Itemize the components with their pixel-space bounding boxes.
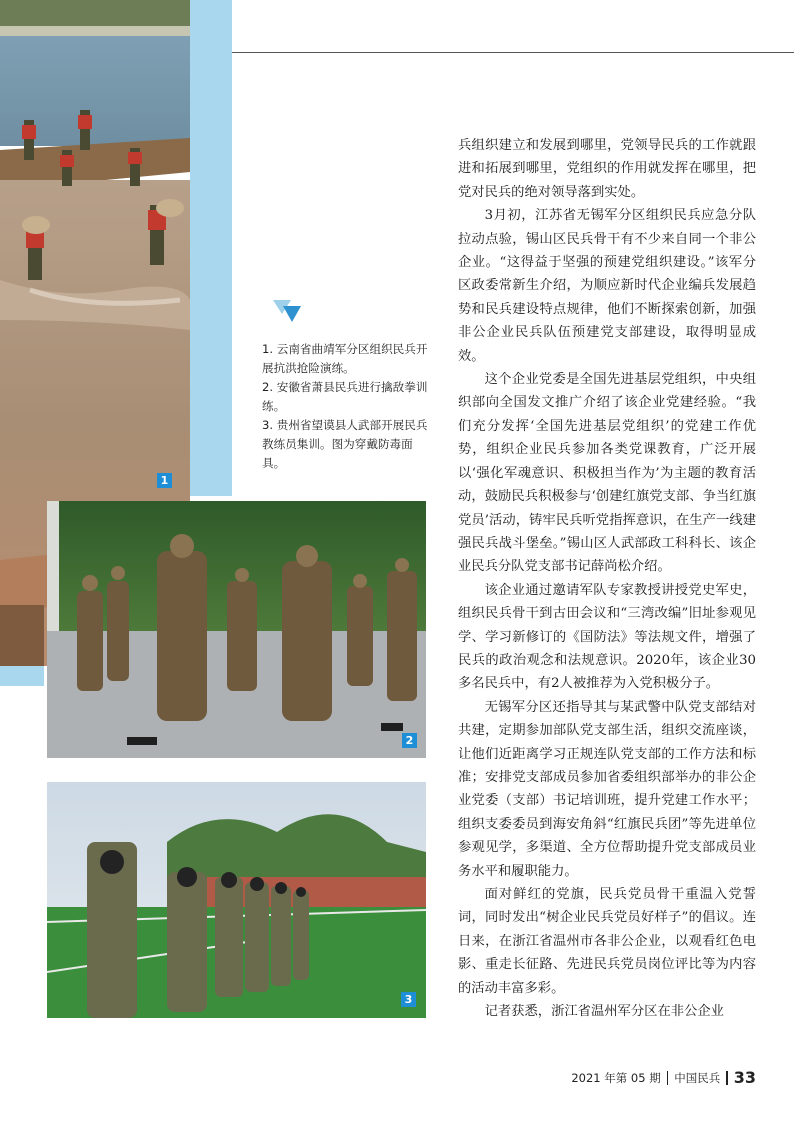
- paragraph: 3月初，江苏省无锡军分区组织民兵应急分队拉动点验，锡山区民兵骨干有不少来自同一个非公企业。“这得益于坚强的预建党组织建设。”该军分区政委常新生介绍，为顺应新时代企业编兵发展趋势和民兵建设特点规律，他们不断探索创新，加强非公企业民兵队伍预建党支部建设，取得明显成效。: [458, 208, 756, 364]
- triangle-decor-icon: [273, 300, 301, 322]
- paragraph: 这个企业党委是全国先进基层党组织，中央组织部向全国发文推广介绍了该企业党建经验。“我们充分发挥‘全国先进基层党组织’的党建工作优势，组织企业民兵参加各类党课教育，广泛开展以‘强化军魂意识、积极担当作为’为主题的教育活动，鼓励民兵积极参与‘创建红旗党支部、争当红旗党员’活动，铸牢民兵听党指挥意识，在生产一线建强民兵战斗堡垒。”锡山区人武部政工科科长、该企业民兵分队党支部书记薛尚松介绍。: [458, 372, 756, 575]
- paragraph: 面对鲜红的党旗，民兵党员骨干重温入党誓词，同时发出“树企业民兵党员好样子”的倡议。连日来，在浙江省温州市各非公企业，以观看红色电影、重走长征路、先进民兵党员岗位评比等为内容的活动丰富多彩。: [458, 887, 756, 996]
- photo-captions: [262, 340, 430, 473]
- footer-divider: [667, 1071, 669, 1085]
- article-body: [458, 134, 756, 1023]
- photo-number-badge: 3: [401, 992, 416, 1007]
- caption-1: 1. 云南省曲靖军分区组织民兵开展抗洪抢险演练。: [262, 342, 428, 375]
- photo-number-badge: 2: [402, 733, 417, 748]
- magazine-name: 中国民兵: [674, 1070, 721, 1085]
- page-footer: [571, 1068, 756, 1087]
- caption-2: 2. 安徽省萧县民兵进行擒敌拳训练。: [262, 380, 428, 413]
- decorative-strip: [0, 666, 44, 686]
- decorative-band: [190, 0, 232, 496]
- paragraph: 兵组织建立和发展到哪里，党领导民兵的工作就跟进和拓展到哪里，党组织的作用就发挥在哪里，把党对民兵的绝对领导落到实处。: [458, 138, 756, 200]
- photo-number-badge: 1: [157, 473, 172, 488]
- paragraph: 记者获悉，浙江省温州军分区在非公企业: [484, 1004, 724, 1020]
- caption-3: 3. 贵州省望谟县人武部开展民兵教练员集训。图为穿戴防毒面具。: [262, 418, 428, 470]
- photo-combat-drill: [47, 501, 426, 758]
- header-rule: [232, 52, 794, 53]
- footer-divider: [726, 1071, 728, 1085]
- paragraph: 该企业通过邀请军队专家教授讲授党史军史，组织民兵骨干到古田会议和“三湾改编”旧址参观见学、学习新修订的《国防法》等法规文件，增强了民兵的政治观念和法规意识。2020年，该企业30多名民兵中，有2人被推荐为入党积极分子。: [458, 582, 756, 692]
- page-number: 33: [733, 1068, 756, 1087]
- photo-gas-mask-training: [47, 782, 426, 1018]
- issue-label: 2021 年第 05 期: [571, 1070, 661, 1085]
- paragraph: 无锡军分区还指导其与某武警中队党支部结对共建，定期参加部队党支部生活，组织交流座谈，让他们近距离学习正规连队党支部的工作方法和标准；安排党支部成员参加省委组织部举办的非公企业党委（支部）书记培训班，提升党建工作水平；组织支委委员到海安角斜“红旗民兵团”等先进单位参观见学，多渠道、全方位帮助提升党支部成员业务水平和履职能力。: [458, 699, 756, 879]
